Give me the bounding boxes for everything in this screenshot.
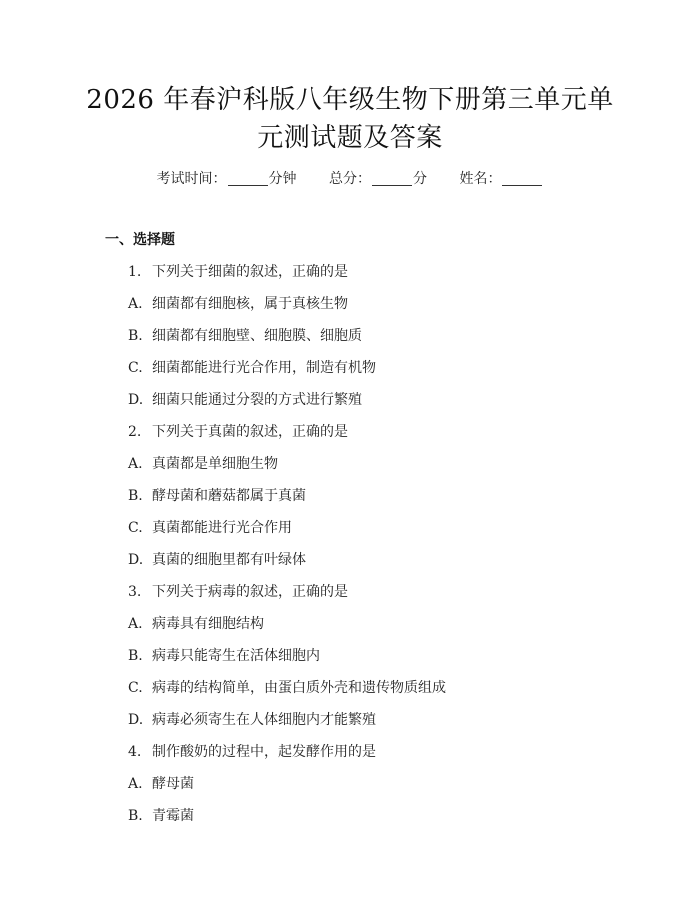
- question-number: 1.: [128, 264, 142, 280]
- option-text: 酵母菌和蘑菇都属于真菌: [152, 488, 306, 504]
- option-3a: [128, 613, 264, 633]
- option-2a: [128, 453, 278, 473]
- option-text: 病毒具有细胞结构: [152, 616, 264, 632]
- question-2: [128, 421, 348, 441]
- option-text: 真菌都是单细胞生物: [152, 456, 278, 472]
- option-2d: [128, 549, 306, 569]
- option-mark: C.: [128, 680, 143, 696]
- option-text: 细菌只能通过分裂的方式进行繁殖: [152, 392, 362, 408]
- option-mark: D.: [128, 392, 144, 408]
- option-2c: [128, 517, 292, 537]
- page-title-line-2: 元测试题及答案: [257, 123, 443, 153]
- exam-info-row: [0, 168, 700, 188]
- page-title-line-1: 2026 年春沪科版八年级生物下册第三单元单: [86, 85, 614, 115]
- option-mark: C.: [128, 360, 143, 376]
- exam-time-field: [157, 168, 297, 188]
- option-3c: [128, 677, 446, 697]
- option-2b: [128, 485, 306, 505]
- option-3d: [128, 709, 376, 729]
- option-text: 酵母菌: [152, 776, 194, 792]
- option-text: 真菌的细胞里都有叶绿体: [152, 552, 306, 568]
- option-mark: A.: [128, 296, 143, 312]
- question-3: [128, 581, 348, 601]
- student-name-blank: [502, 171, 542, 186]
- option-mark: B.: [128, 488, 143, 504]
- option-4a: [128, 773, 194, 793]
- option-mark: A.: [128, 616, 143, 632]
- question-number: 4.: [128, 744, 142, 760]
- option-mark: B.: [128, 328, 143, 344]
- question-number: 3.: [128, 584, 142, 600]
- option-mark: B.: [128, 808, 143, 824]
- option-mark: A.: [128, 456, 143, 472]
- option-text: 病毒必须寄生在人体细胞内才能繁殖: [152, 712, 376, 728]
- option-mark: D.: [128, 712, 144, 728]
- option-text: 细菌都有细胞壁、细胞膜、细胞质: [152, 328, 362, 344]
- option-1a: [128, 293, 348, 313]
- student-name-label: 姓名：: [459, 171, 502, 187]
- option-text: 真菌都能进行光合作用: [152, 520, 292, 536]
- option-mark: D.: [128, 552, 144, 568]
- option-text: 病毒只能寄生在活体细胞内: [152, 648, 320, 664]
- option-4b: [128, 805, 194, 825]
- question-number: 2.: [128, 424, 142, 440]
- exam-time-label: 考试时间：: [156, 171, 227, 187]
- exam-time-blank: [228, 171, 268, 186]
- question-1: [128, 261, 348, 281]
- exam-time-unit: 分钟: [268, 171, 297, 187]
- option-text: 细菌都有细胞核，属于真核生物: [152, 296, 348, 312]
- student-name-field: [459, 168, 543, 188]
- option-mark: C.: [128, 520, 143, 536]
- option-mark: B.: [128, 648, 143, 664]
- option-1b: [128, 325, 362, 345]
- option-text: 细菌都能进行光合作用，制造有机物: [152, 360, 376, 376]
- option-text: 青霉菌: [152, 808, 194, 824]
- section-heading: 一、选择题: [105, 232, 175, 248]
- total-score-label: 总分：: [329, 171, 371, 187]
- total-score-blank: [372, 171, 412, 186]
- option-mark: A.: [128, 776, 143, 792]
- question-text: 下列关于真菌的叙述，正确的是: [152, 424, 348, 440]
- option-3b: [128, 645, 320, 665]
- question-4: [128, 741, 376, 761]
- option-text: 病毒的结构简单，由蛋白质外壳和遗传物质组成: [152, 680, 446, 696]
- question-text: 制作酸奶的过程中，起发酵作用的是: [152, 744, 376, 760]
- total-score-field: [329, 168, 427, 188]
- option-1c: [128, 357, 376, 377]
- option-1d: [128, 389, 362, 409]
- question-text: 下列关于病毒的叙述，正确的是: [152, 584, 348, 600]
- total-score-unit: 分: [413, 171, 427, 187]
- question-text: 下列关于细菌的叙述，正确的是: [152, 264, 348, 280]
